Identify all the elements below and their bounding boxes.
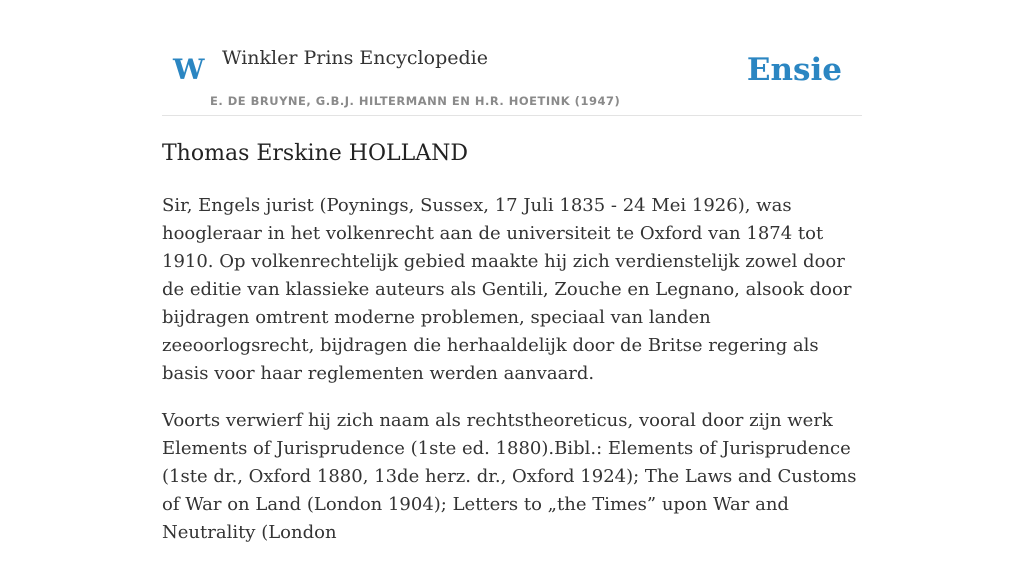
article-title: Thomas Erskine HOLLAND (162, 141, 468, 166)
publication-logo[interactable]: W (173, 53, 205, 86)
publication-authors: E. DE BRUYNE, G.B.J. HILTERMANN EN H.R. HOETINK (1947) (210, 94, 621, 108)
brand-logo-link[interactable]: Ensie (746, 52, 842, 88)
article-paragraph: Sir, Engels jurist (Poynings, Sussex, 17 Juli 1835 - 24 Mei 1926), was hoogleraar in het volkenrecht aan de universiteit te Oxford van 1874 tot 1910. Op volkenrechtelijk gebied maakte hij zich verdienstelijk zowel door de editie van klassieke auteurs als Gentili, Zouche en Legnano, alsook door bijdragen omtrent moderne problemen, speciaal van landen zeeoorlogsrecht, bijdragen die herhaaldelijk door de Britse regering als basis voor haar reglementen werden aanvaard. (162, 195, 852, 384)
article-body (162, 192, 862, 566)
page-header (162, 0, 862, 116)
publication-title[interactable]: Winkler Prins Encyclopedie (222, 47, 488, 69)
article-paragraph: Voorts verwierf hij zich naam als rechtstheoreticus, vooral door zijn werk Elements of Jurisprudence (1ste ed. 1880).Bibl.: Elements of Jurisprudence (1ste dr., Oxford 1880, 13de herz. dr., Oxford 1924); The Laws and Customs of War on Land (London 1904); Letters to „the Times” upon War and Neutrality (London (162, 410, 857, 543)
